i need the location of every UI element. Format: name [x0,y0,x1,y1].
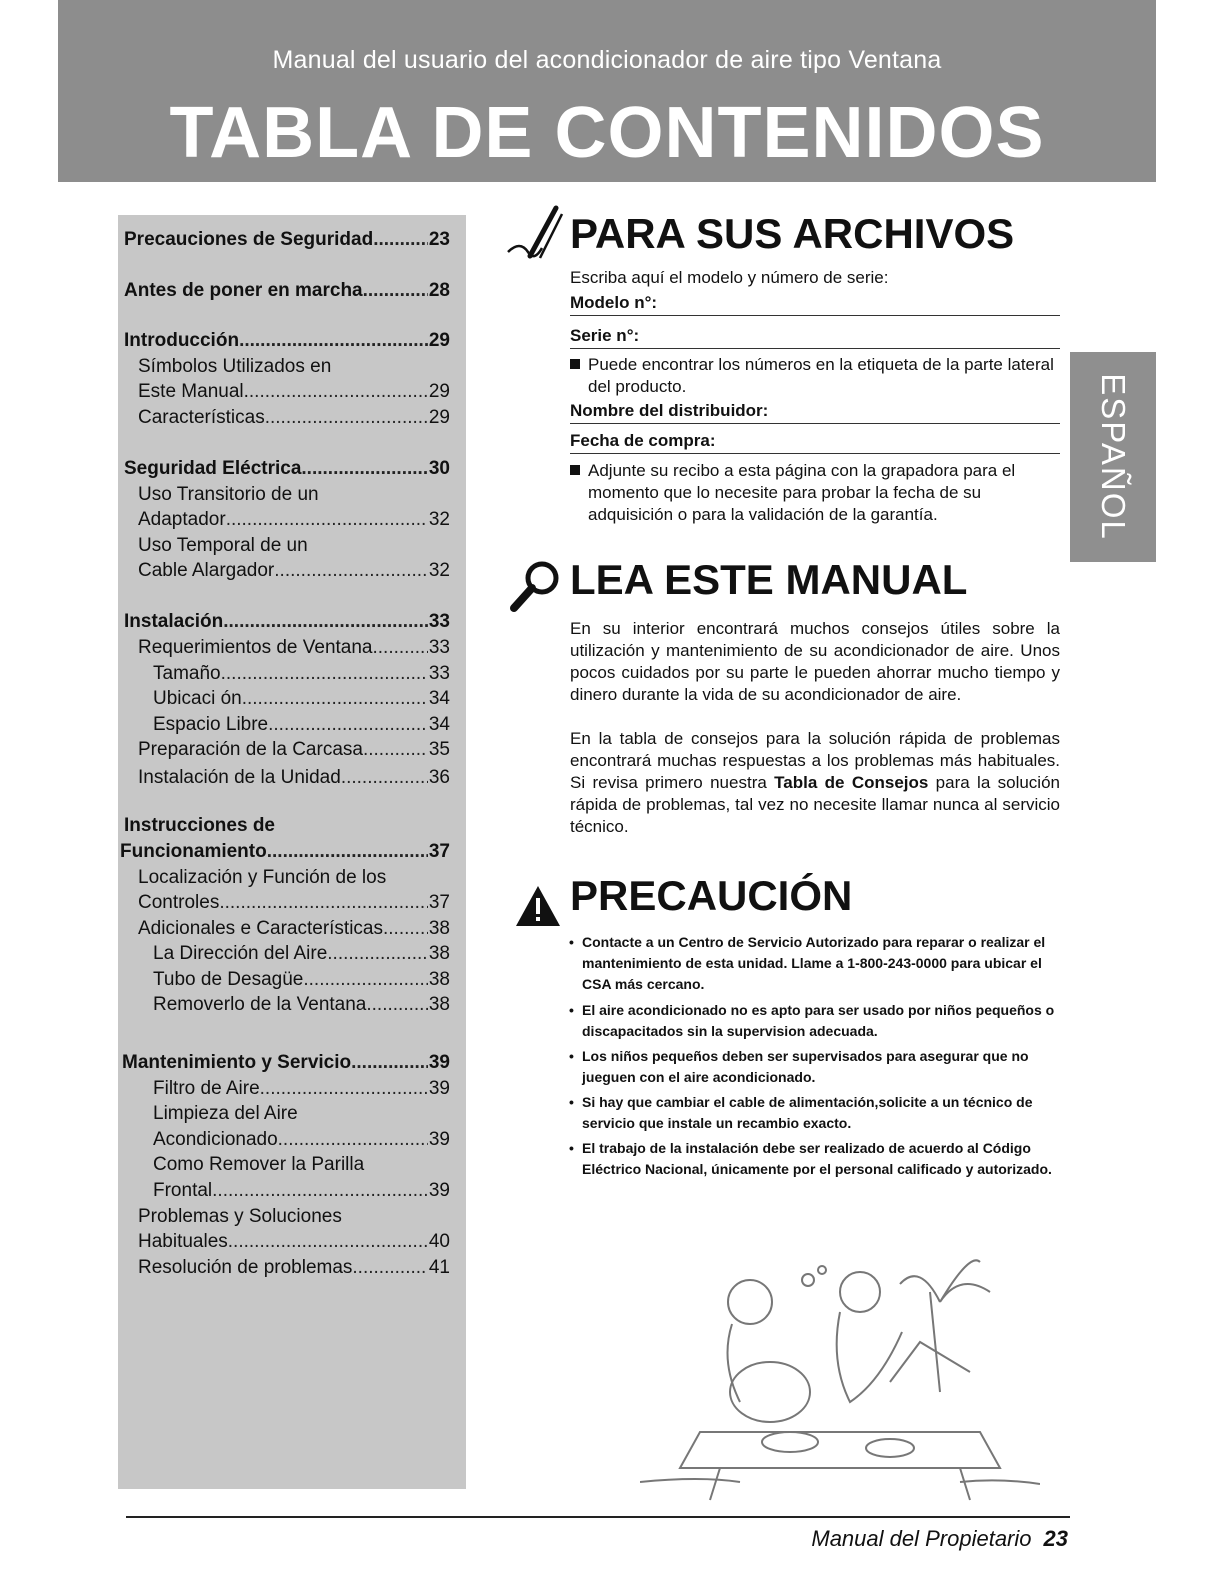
toc-entry[interactable]: Mantenimiento y Servicio ..... 39 [122,1050,450,1076]
records-bullet: Puede encontrar los números en la etiqueta de la parte lateral del producto. [570,354,1060,398]
toc-entry[interactable]: Precauciones de Seguridad ..... 23 [124,227,450,253]
toc-entry[interactable]: Ubicaci ón ..... 34 [153,686,450,712]
toc-entry[interactable]: Habituales ..... 40 [138,1229,450,1255]
people-relaxing-illustration [640,1232,1040,1504]
records-title: PARA SUS ARCHIVOS [570,210,1015,257]
manual-subtitle: Manual del usuario del acondicionador de aire tipo Ventana [272,46,942,74]
serial-number-field[interactable]: Serie n°: [570,325,1060,349]
toc-entry[interactable]: Introducción ..... 29 [124,328,450,354]
language-tab[interactable]: ESPAÑOL [1070,352,1156,562]
caution-item: • El trabajo de la instalación debe ser realizado de acuerdo al Código Eléctrico Nacional, únicamente por el personal calificado y autorizado. [569,1140,1052,1177]
caution-title: PRECAUCIÓN [570,872,853,919]
toc-entry[interactable]: Instalación de la Unidad ..... 36 [138,765,450,791]
toc-entry-line: Como Remover la Parilla [153,1154,365,1175]
records-bullet: Adjunte su recibo a esta página con la grapadora para el momento que lo necesite para probar la fecha de su adquisición o para la validación de la garantía. [570,460,1060,526]
caution-item: • Si hay que cambiar el cable de alimentación,solicite a un técnico de servicio que instale un recambio exacto. [569,1094,1033,1131]
read-manual-title: LEA ESTE MANUAL [570,556,968,603]
footer-divider [126,1516,1070,1518]
toc-entry[interactable]: Antes de poner en marcha ..... 28 [124,278,450,304]
caution-item: • El aire acondicionado no es apto para ser usado por niños pequeños o discapacitados sin la supervision adecuada. [569,1002,1055,1039]
warning-triangle-icon [514,884,562,928]
toc-entry[interactable]: Adaptador ..... 32 [138,507,450,533]
toc-entry[interactable]: La Dirección del Aire ..... 38 [153,941,450,967]
toc-entry-line: Problemas y Soluciones [138,1206,342,1227]
bullet-square-icon [570,359,580,369]
toc-entry[interactable]: Tubo de Desagüe ..... 38 [153,967,450,993]
purchase-date-field[interactable]: Fecha de compra: [570,430,1060,454]
footer-label: Manual del Propietario [811,1526,1032,1551]
toc-entry[interactable]: Características ..... 29 [138,405,450,431]
page-number: 23 [1043,1526,1068,1551]
footer [811,1526,1068,1552]
toc-entry[interactable]: Adicionales e Características ..... 38 [138,916,450,942]
toc-entry[interactable]: Seguridad Eléctrica ..... 30 [124,456,450,482]
toc-entry[interactable]: Instalación ..... 33 [124,609,450,635]
table-of-contents [118,215,466,1489]
read-manual-paragraph: En su interior encontrará muchos consejos útiles sobre la utilización y mantenimiento de su acondicionador de aire. Unos pocos cuidados por su parte le pueden ahorrar mucho tiempo y dinero durante la vida de su acondicionador de aire. [570,619,1060,704]
caution-item: • Contacte a un Centro de Servicio Autorizado para reparar o realizar el mantenimiento de esta unidad. Llame a 1-800-243-0000 para ubicar el CSA más cercano. [569,934,1046,992]
pen-signature-icon [500,200,566,272]
model-number-field[interactable]: Modelo n°: [570,292,1060,316]
records-intro: Escriba aquí el modelo y número de serie: [570,268,889,287]
header-banner [58,0,1156,182]
toc-entry-line: Símbolos Utilizados en [138,356,332,377]
toc-entry[interactable]: Funcionamiento ..... 37 [120,839,450,865]
toc-entry[interactable]: Resolución de problemas ..... 41 [138,1255,450,1281]
bullet-square-icon [570,465,580,475]
toc-entry-line: Instrucciones de [124,815,275,836]
toc-entry[interactable]: Este Manual. ..... 29 [138,379,450,405]
toc-entry[interactable]: Controles ..... 37 [138,890,450,916]
toc-entry[interactable]: Frontal ..... 39 [153,1178,450,1204]
toc-entry-line: Limpieza del Aire [153,1103,298,1124]
dealer-name-field[interactable]: Nombre del distribuidor: [570,400,1060,424]
toc-entry[interactable]: Removerlo de la Ventana ..... 38 [153,992,450,1018]
magnifier-icon [508,556,564,612]
caution-item: • Los niños pequeños deben ser supervisados para asegurar que no jueguen con el aire acondicionado. [569,1048,1029,1085]
toc-entry-line: Uso Transitorio de un [138,484,319,505]
toc-entry[interactable]: Tamaño ..... 33 [153,661,450,687]
toc-entry[interactable]: Requerimientos de Ventana ..... 33 [138,635,450,661]
toc-entry[interactable]: Preparación de la Carcasa ..... 35 [138,737,450,763]
read-manual-paragraph: En la tabla de consejos para la solución rápida de problemas encontrará muchas respuestas a los problemas más habituales. Si revisa primero nuestra Tabla de Consejos para la solución rápida de problemas, tal vez no necesite llamar nunca al servicio técnico. [570,729,1060,836]
toc-entry[interactable]: Espacio Libre ..... 34 [153,712,450,738]
toc-entry[interactable]: Acondicionado ..... 39 [153,1127,450,1153]
toc-entry-line: Localización y Función de los [138,867,387,888]
toc-entry[interactable]: Filtro de Aire ..... 39 [153,1076,450,1102]
toc-entry-line: Uso Temporal de un [138,535,308,556]
toc-entry[interactable]: Cable Alargador ..... 32 [138,558,450,584]
page-title: TABLA DE CONTENIDOS [169,93,1045,173]
